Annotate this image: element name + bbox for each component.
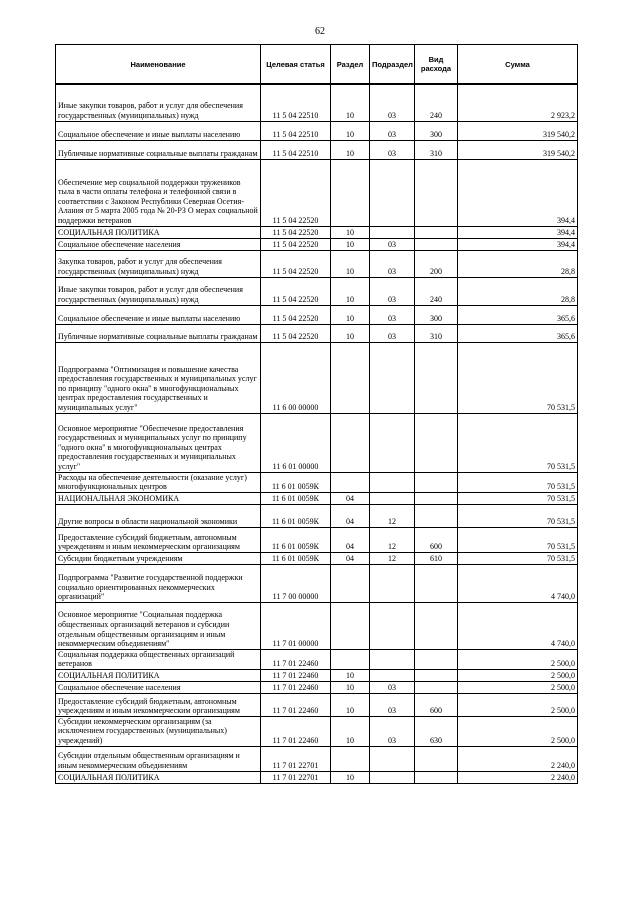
cell-sec: 10 bbox=[331, 250, 370, 277]
cell-exp bbox=[415, 413, 458, 472]
cell-name: Субсидии отдельным общественным организациям и иным некоммерческим объединениям bbox=[56, 746, 261, 771]
cell-code: 11 7 01 22460 bbox=[261, 669, 331, 681]
cell-exp: 240 bbox=[415, 84, 458, 121]
cell-sec bbox=[331, 413, 370, 472]
cell-sec: 10 bbox=[331, 84, 370, 121]
cell-name: Публичные нормативные социальные выплаты гражданам bbox=[56, 324, 261, 342]
table-row bbox=[56, 552, 578, 564]
cell-sum: 28,8 bbox=[458, 250, 578, 277]
cell-sub bbox=[370, 492, 415, 504]
cell-sub bbox=[370, 159, 415, 226]
cell-name: Предоставление субсидий бюджетным, автономным учреждениям и иным некоммерческим организациям bbox=[56, 527, 261, 552]
cell-name: Публичные нормативные социальные выплаты гражданам bbox=[56, 140, 261, 159]
cell-exp bbox=[415, 472, 458, 492]
table-row bbox=[56, 159, 578, 226]
cell-sum: 2 500,0 bbox=[458, 693, 578, 716]
table-row bbox=[56, 746, 578, 771]
cell-code: 11 5 04 22520 bbox=[261, 305, 331, 324]
cell-sub: 12 bbox=[370, 552, 415, 564]
cell-code: 11 5 04 22520 bbox=[261, 250, 331, 277]
table-row bbox=[56, 602, 578, 649]
table-row bbox=[56, 121, 578, 140]
cell-code: 11 6 01 0059К bbox=[261, 504, 331, 527]
cell-name: Основное мероприятие "Социальная поддержка общественных организаций ветеранов и субсидии отдельным общественным организациям и иным некоммерческим объединениям" bbox=[56, 602, 261, 649]
table-row bbox=[56, 564, 578, 602]
cell-name: Социальное обеспечение и иные выплаты населению bbox=[56, 305, 261, 324]
header-section: Раздел bbox=[331, 45, 370, 85]
table-row bbox=[56, 681, 578, 693]
cell-code: 11 5 04 22510 bbox=[261, 121, 331, 140]
cell-exp bbox=[415, 681, 458, 693]
cell-name: СОЦИАЛЬНАЯ ПОЛИТИКА bbox=[56, 669, 261, 681]
cell-sec: 10 bbox=[331, 771, 370, 783]
table-row bbox=[56, 226, 578, 238]
cell-name: Социальное обеспечение и иные выплаты населению bbox=[56, 121, 261, 140]
table-row bbox=[56, 716, 578, 746]
cell-code: 11 5 04 22520 bbox=[261, 238, 331, 250]
cell-sec: 10 bbox=[331, 693, 370, 716]
cell-exp: 600 bbox=[415, 527, 458, 552]
header-row bbox=[56, 45, 578, 85]
cell-exp bbox=[415, 238, 458, 250]
cell-exp bbox=[415, 746, 458, 771]
cell-sum: 4 740,0 bbox=[458, 564, 578, 602]
cell-sec: 04 bbox=[331, 552, 370, 564]
cell-exp bbox=[415, 226, 458, 238]
cell-sub: 03 bbox=[370, 140, 415, 159]
cell-name: Иные закупки товаров, работ и услуг для обеспечения государственных (муниципальных) нужд bbox=[56, 84, 261, 121]
cell-exp bbox=[415, 564, 458, 602]
cell-name: Предоставление субсидий бюджетным, автономным учреждениям и иным некоммерческим организациям bbox=[56, 693, 261, 716]
cell-name: Субсидии бюджетным учреждениям bbox=[56, 552, 261, 564]
cell-exp bbox=[415, 771, 458, 783]
cell-sub bbox=[370, 746, 415, 771]
cell-code: 11 6 01 0059К bbox=[261, 472, 331, 492]
cell-sum: 2 500,0 bbox=[458, 716, 578, 746]
cell-sub: 03 bbox=[370, 84, 415, 121]
cell-name: Другие вопросы в области национальной экономики bbox=[56, 504, 261, 527]
cell-code: 11 5 04 22510 bbox=[261, 84, 331, 121]
cell-sec bbox=[331, 159, 370, 226]
table-row bbox=[56, 472, 578, 492]
cell-exp bbox=[415, 602, 458, 649]
cell-name: Подпрограмма "Развитие государственной поддержки социально ориентированных некоммерческих организаций" bbox=[56, 564, 261, 602]
cell-sub: 12 bbox=[370, 504, 415, 527]
cell-sum: 2 500,0 bbox=[458, 681, 578, 693]
cell-code: 11 7 01 00000 bbox=[261, 602, 331, 649]
cell-sum: 4 740,0 bbox=[458, 602, 578, 649]
cell-sec: 04 bbox=[331, 492, 370, 504]
cell-sec: 10 bbox=[331, 140, 370, 159]
cell-code: 11 5 04 22520 bbox=[261, 159, 331, 226]
cell-sum: 2 500,0 bbox=[458, 649, 578, 669]
table-row bbox=[56, 693, 578, 716]
table-row bbox=[56, 277, 578, 305]
cell-sec: 10 bbox=[331, 238, 370, 250]
cell-sub: 12 bbox=[370, 527, 415, 552]
cell-sum: 394,4 bbox=[458, 238, 578, 250]
cell-exp: 300 bbox=[415, 121, 458, 140]
cell-sec: 10 bbox=[331, 669, 370, 681]
header-name: Наименование bbox=[56, 45, 261, 85]
cell-sub: 03 bbox=[370, 121, 415, 140]
cell-exp: 240 bbox=[415, 277, 458, 305]
cell-code: 11 5 04 22520 bbox=[261, 277, 331, 305]
cell-sub: 03 bbox=[370, 716, 415, 746]
cell-sum: 70 531,5 bbox=[458, 504, 578, 527]
cell-sec bbox=[331, 746, 370, 771]
cell-code: 11 7 01 22460 bbox=[261, 716, 331, 746]
cell-exp bbox=[415, 649, 458, 669]
cell-exp bbox=[415, 504, 458, 527]
cell-name: Расходы на обеспечение деятельности (оказание услуг) многофункциональных центров bbox=[56, 472, 261, 492]
table-row bbox=[56, 527, 578, 552]
cell-exp: 200 bbox=[415, 250, 458, 277]
header-code: Целевая статья bbox=[261, 45, 331, 85]
table-row bbox=[56, 250, 578, 277]
cell-code: 11 5 04 22520 bbox=[261, 324, 331, 342]
cell-name: СОЦИАЛЬНАЯ ПОЛИТИКА bbox=[56, 226, 261, 238]
cell-name: Основное мероприятие "Обеспечение предоставления государственных и муниципальных услуг по принципу "одного окна" в многофункциональных центрах предоставления государственных и муниципальных услуг" bbox=[56, 413, 261, 472]
cell-sub bbox=[370, 649, 415, 669]
cell-sub bbox=[370, 413, 415, 472]
table-row bbox=[56, 305, 578, 324]
cell-name: НАЦИОНАЛЬНАЯ ЭКОНОМИКА bbox=[56, 492, 261, 504]
cell-sum: 365,6 bbox=[458, 305, 578, 324]
table-row bbox=[56, 140, 578, 159]
cell-sub: 03 bbox=[370, 693, 415, 716]
cell-code: 11 6 01 00000 bbox=[261, 413, 331, 472]
table-row bbox=[56, 669, 578, 681]
cell-code: 11 7 01 22701 bbox=[261, 771, 331, 783]
cell-sum: 2 500,0 bbox=[458, 669, 578, 681]
cell-sum: 28,8 bbox=[458, 277, 578, 305]
cell-sub bbox=[370, 342, 415, 413]
cell-sum: 365,6 bbox=[458, 324, 578, 342]
cell-sum: 70 531,5 bbox=[458, 342, 578, 413]
cell-sub bbox=[370, 226, 415, 238]
cell-name: Подпрограмма "Оптимизация и повышение качества предоставления государственных и муниципальных услуг по принципу "одного окна" в многофункциональных центрах предоставления государственных и муниципальных услуг" bbox=[56, 342, 261, 413]
cell-sub bbox=[370, 564, 415, 602]
cell-sec: 04 bbox=[331, 527, 370, 552]
cell-sec: 10 bbox=[331, 226, 370, 238]
cell-sum: 70 531,5 bbox=[458, 413, 578, 472]
cell-sub: 03 bbox=[370, 305, 415, 324]
cell-exp: 610 bbox=[415, 552, 458, 564]
cell-sum: 319 540,2 bbox=[458, 121, 578, 140]
cell-code: 11 6 01 0059К bbox=[261, 492, 331, 504]
header-subsection: Подраздел bbox=[370, 45, 415, 85]
cell-sec: 04 bbox=[331, 504, 370, 527]
cell-exp bbox=[415, 159, 458, 226]
cell-sum: 70 531,5 bbox=[458, 527, 578, 552]
table-row bbox=[56, 238, 578, 250]
cell-sub: 03 bbox=[370, 681, 415, 693]
cell-sub: 03 bbox=[370, 277, 415, 305]
cell-sec bbox=[331, 472, 370, 492]
cell-exp bbox=[415, 342, 458, 413]
budget-table bbox=[55, 44, 578, 784]
cell-sum: 70 531,5 bbox=[458, 552, 578, 564]
cell-sub bbox=[370, 669, 415, 681]
cell-sum: 394,4 bbox=[458, 159, 578, 226]
cell-sec: 10 bbox=[331, 305, 370, 324]
cell-sum: 2 923,2 bbox=[458, 84, 578, 121]
cell-code: 11 5 04 22520 bbox=[261, 226, 331, 238]
cell-sub bbox=[370, 472, 415, 492]
cell-exp bbox=[415, 492, 458, 504]
table-row bbox=[56, 84, 578, 121]
cell-exp bbox=[415, 669, 458, 681]
cell-sum: 319 540,2 bbox=[458, 140, 578, 159]
cell-sum: 2 240,0 bbox=[458, 771, 578, 783]
cell-sec: 10 bbox=[331, 121, 370, 140]
table-row bbox=[56, 324, 578, 342]
cell-code: 11 7 01 22460 bbox=[261, 681, 331, 693]
cell-sec: 10 bbox=[331, 277, 370, 305]
cell-name: Социальная поддержка общественных организаций ветеранов bbox=[56, 649, 261, 669]
cell-sub bbox=[370, 771, 415, 783]
cell-code: 11 7 00 00000 bbox=[261, 564, 331, 602]
cell-sum: 2 240,0 bbox=[458, 746, 578, 771]
cell-code: 11 6 01 0059К bbox=[261, 552, 331, 564]
cell-name: Социальное обеспечение населения bbox=[56, 681, 261, 693]
cell-name: Закупка товаров, работ и услуг для обеспечения государственных (муниципальных) нужд bbox=[56, 250, 261, 277]
cell-name: Субсидии некоммерческим организациям (за исключением государственных (муниципальных) учреждений) bbox=[56, 716, 261, 746]
cell-sub: 03 bbox=[370, 238, 415, 250]
cell-sec bbox=[331, 602, 370, 649]
cell-sec: 10 bbox=[331, 716, 370, 746]
cell-name: Социальное обеспечение населения bbox=[56, 238, 261, 250]
table-row bbox=[56, 413, 578, 472]
page-number: 62 bbox=[315, 26, 325, 37]
cell-sum: 394,4 bbox=[458, 226, 578, 238]
cell-sec: 10 bbox=[331, 324, 370, 342]
cell-code: 11 6 00 00000 bbox=[261, 342, 331, 413]
cell-exp: 310 bbox=[415, 140, 458, 159]
cell-code: 11 7 01 22460 bbox=[261, 649, 331, 669]
cell-sub: 03 bbox=[370, 324, 415, 342]
table-row bbox=[56, 771, 578, 783]
cell-code: 11 7 01 22701 bbox=[261, 746, 331, 771]
table-row bbox=[56, 342, 578, 413]
cell-sum: 70 531,5 bbox=[458, 492, 578, 504]
cell-code: 11 5 04 22510 bbox=[261, 140, 331, 159]
cell-exp: 310 bbox=[415, 324, 458, 342]
cell-code: 11 6 01 0059К bbox=[261, 527, 331, 552]
cell-name: Иные закупки товаров, работ и услуг для обеспечения государственных (муниципальных) нужд bbox=[56, 277, 261, 305]
header-sum: Сумма bbox=[458, 45, 578, 85]
table-row bbox=[56, 504, 578, 527]
cell-name: Обеспечение мер социальной поддержки тружеников тыла в части оплаты телефона и телефонной связи в соответствии с Законом Республики Северная Осетия-Алания от 5 марта 2005 года № 20-РЗ О мерах социальной поддержки ветеранов bbox=[56, 159, 261, 226]
cell-exp: 630 bbox=[415, 716, 458, 746]
header-expense: Вид расхода bbox=[415, 45, 458, 85]
cell-sec: 10 bbox=[331, 681, 370, 693]
table-row bbox=[56, 649, 578, 669]
cell-sub: 03 bbox=[370, 250, 415, 277]
cell-sec bbox=[331, 342, 370, 413]
cell-sec bbox=[331, 649, 370, 669]
cell-name: СОЦИАЛЬНАЯ ПОЛИТИКА bbox=[56, 771, 261, 783]
cell-sub bbox=[370, 602, 415, 649]
cell-exp: 600 bbox=[415, 693, 458, 716]
cell-sec bbox=[331, 564, 370, 602]
table-row bbox=[56, 492, 578, 504]
cell-sum: 70 531,5 bbox=[458, 472, 578, 492]
cell-exp: 300 bbox=[415, 305, 458, 324]
cell-code: 11 7 01 22460 bbox=[261, 693, 331, 716]
